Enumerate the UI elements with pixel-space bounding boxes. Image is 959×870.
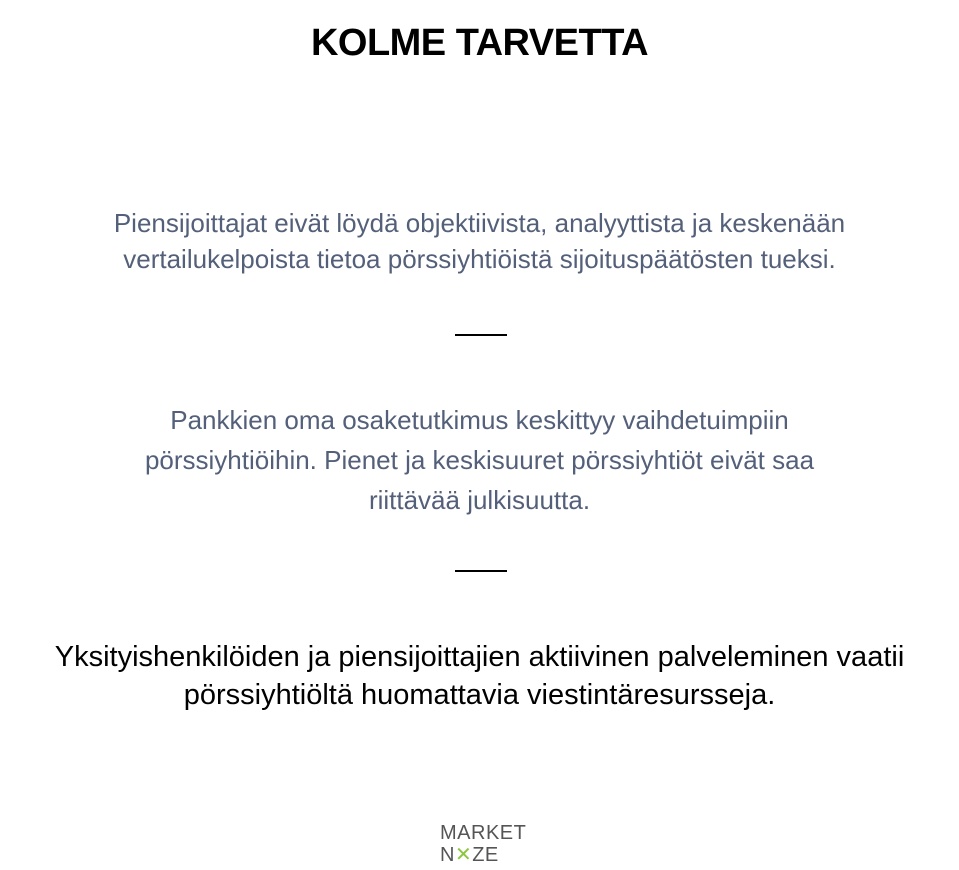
paragraph-1-line-2: vertailukelpoista tietoa pörssiyhtiöistä sijoituspäätösten tueksi. (123, 244, 836, 274)
paragraph-3-line-1: Yksityishenkilöiden ja piensijoittajien aktiivinen palveleminen vaatii (54, 641, 905, 673)
logo-mark-icon: ✕ (454, 844, 473, 866)
logo-letter-n: N (440, 844, 455, 866)
marketnoze-logo (440, 822, 540, 868)
paragraph-2-line-2: pörssiyhtiöihin. Pienet ja keskisuuret pörssiyhtiöt eivät saa (144, 445, 815, 475)
logo-line-1: MARKET (440, 822, 527, 844)
paragraph-2-line-3: riittävää julkisuutta. (368, 485, 591, 515)
logo-line-2 (440, 844, 499, 866)
paragraph-1 (0, 205, 959, 277)
page-title: KOLME TARVETTA (310, 22, 649, 65)
divider-1 (455, 334, 507, 336)
logo-letters-ze: ZE (472, 844, 499, 866)
paragraph-2 (0, 400, 959, 520)
paragraph-3-line-2: pörssiyhtiöltä huomattavia viestintäresursseja. (183, 679, 776, 711)
paragraph-3 (0, 638, 959, 714)
paragraph-2-line-1: Pankkien oma osaketutkimus keskittyy vaihdetuimpiin (170, 405, 789, 435)
paragraph-1-line-1: Piensijoittajat eivät löydä objektiivista, analyyttista ja keskenään (113, 208, 846, 238)
divider-2 (455, 570, 507, 572)
